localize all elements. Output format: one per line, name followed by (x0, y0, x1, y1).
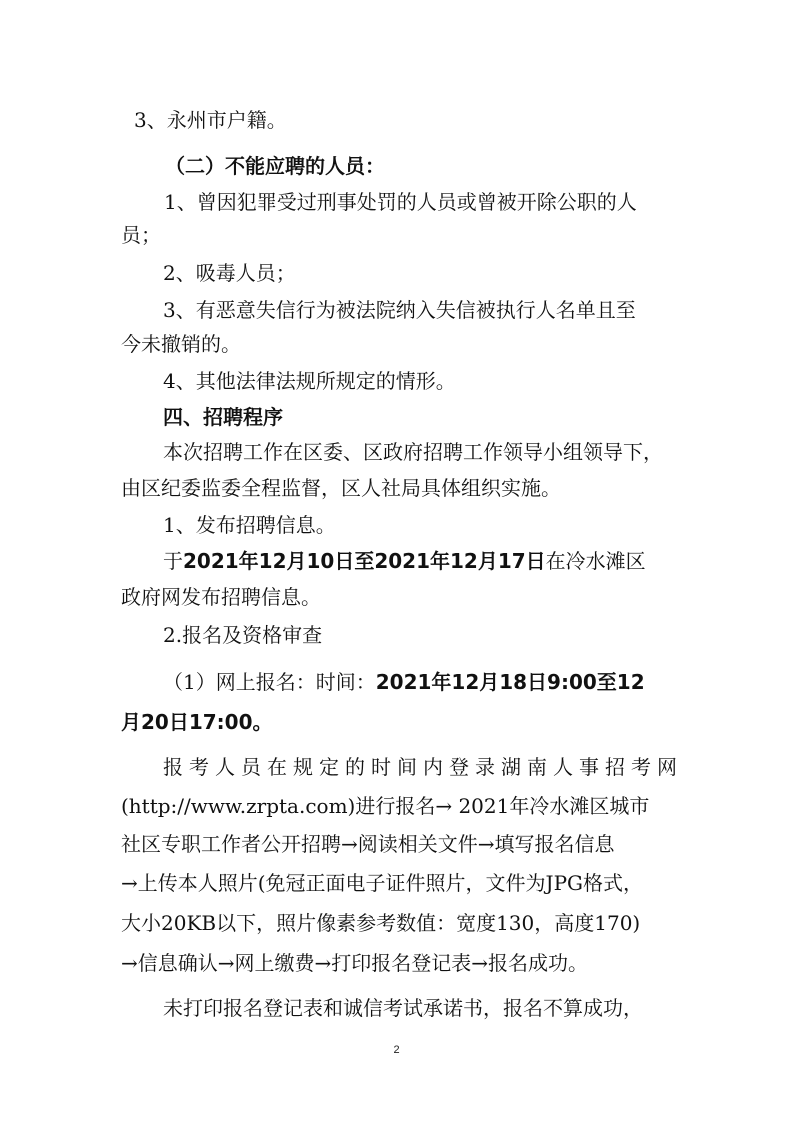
section-heading: （二）不能应聘的人员： (165, 154, 385, 178)
release-suffix: 在冷水滩区 (545, 549, 646, 573)
paragraph-line: 4、其他法律法规所规定的情形。 (163, 369, 456, 393)
release-prefix: 于 (163, 549, 183, 573)
online-time-part1: 2021年12月18日9:00至12 (375, 670, 645, 694)
paragraph-line: 本次招聘工作在区委、区政府招聘工作领导小组领导下， (163, 440, 663, 464)
release-date-range: 2021年12月10日至2021年12月17日 (183, 549, 546, 573)
section-heading: 四、招聘程序 (163, 405, 283, 429)
paragraph-line: (http://www.zrpta.com)进行报名→ 2021年冷水滩区城市 (121, 794, 650, 818)
paragraph-line: 3、永州市户籍。 (134, 108, 287, 132)
release-date-line (0, 547, 646, 575)
paragraph-line: 3、有恶意失信行为被法院纳入失信被执行人名单且至 (163, 298, 636, 322)
paragraph-line: 报考人员在规定的时间内登录湖南人事招考网 (163, 755, 683, 779)
online-time-part2: 月20日17:00。 (121, 710, 273, 734)
paragraph-line: 由区纪委监委全程监督，区人社局具体组织实施。 (121, 476, 561, 500)
online-registration-line (0, 668, 645, 696)
paragraph-line: 1、发布招聘信息。 (163, 513, 336, 537)
paragraph-line: 未打印报名登记表和诚信考试承诺书，报名不算成功， (163, 996, 643, 1020)
paragraph-line: 今未撤销的。 (121, 332, 241, 356)
paragraph-line: 2、吸毒人员； (163, 261, 296, 285)
online-prefix: （1）网上报名：时间： (163, 670, 376, 694)
paragraph-line: →上传本人照片(免冠正面电子证件照片，文件为JPG格式， (121, 871, 644, 895)
paragraph-line: 员； (121, 223, 161, 247)
paragraph-line: 1、曾因犯罪受过刑事处罚的人员或曾被开除公职的人 (164, 190, 637, 214)
paragraph-line: 社区专职工作者公开招聘→阅读相关文件→填写报名信息 (121, 832, 615, 856)
paragraph-line: 政府网发布招聘信息。 (121, 585, 321, 609)
page-number: 2 (393, 1044, 400, 1056)
paragraph-line: →信息确认→网上缴费→打印报名登记表→报名成功。 (121, 951, 589, 975)
paragraph-line: 2.报名及资格审查 (163, 623, 323, 647)
paragraph-line: 大小20KB以下，照片像素参考数值：宽度130，高度170) (121, 911, 641, 935)
